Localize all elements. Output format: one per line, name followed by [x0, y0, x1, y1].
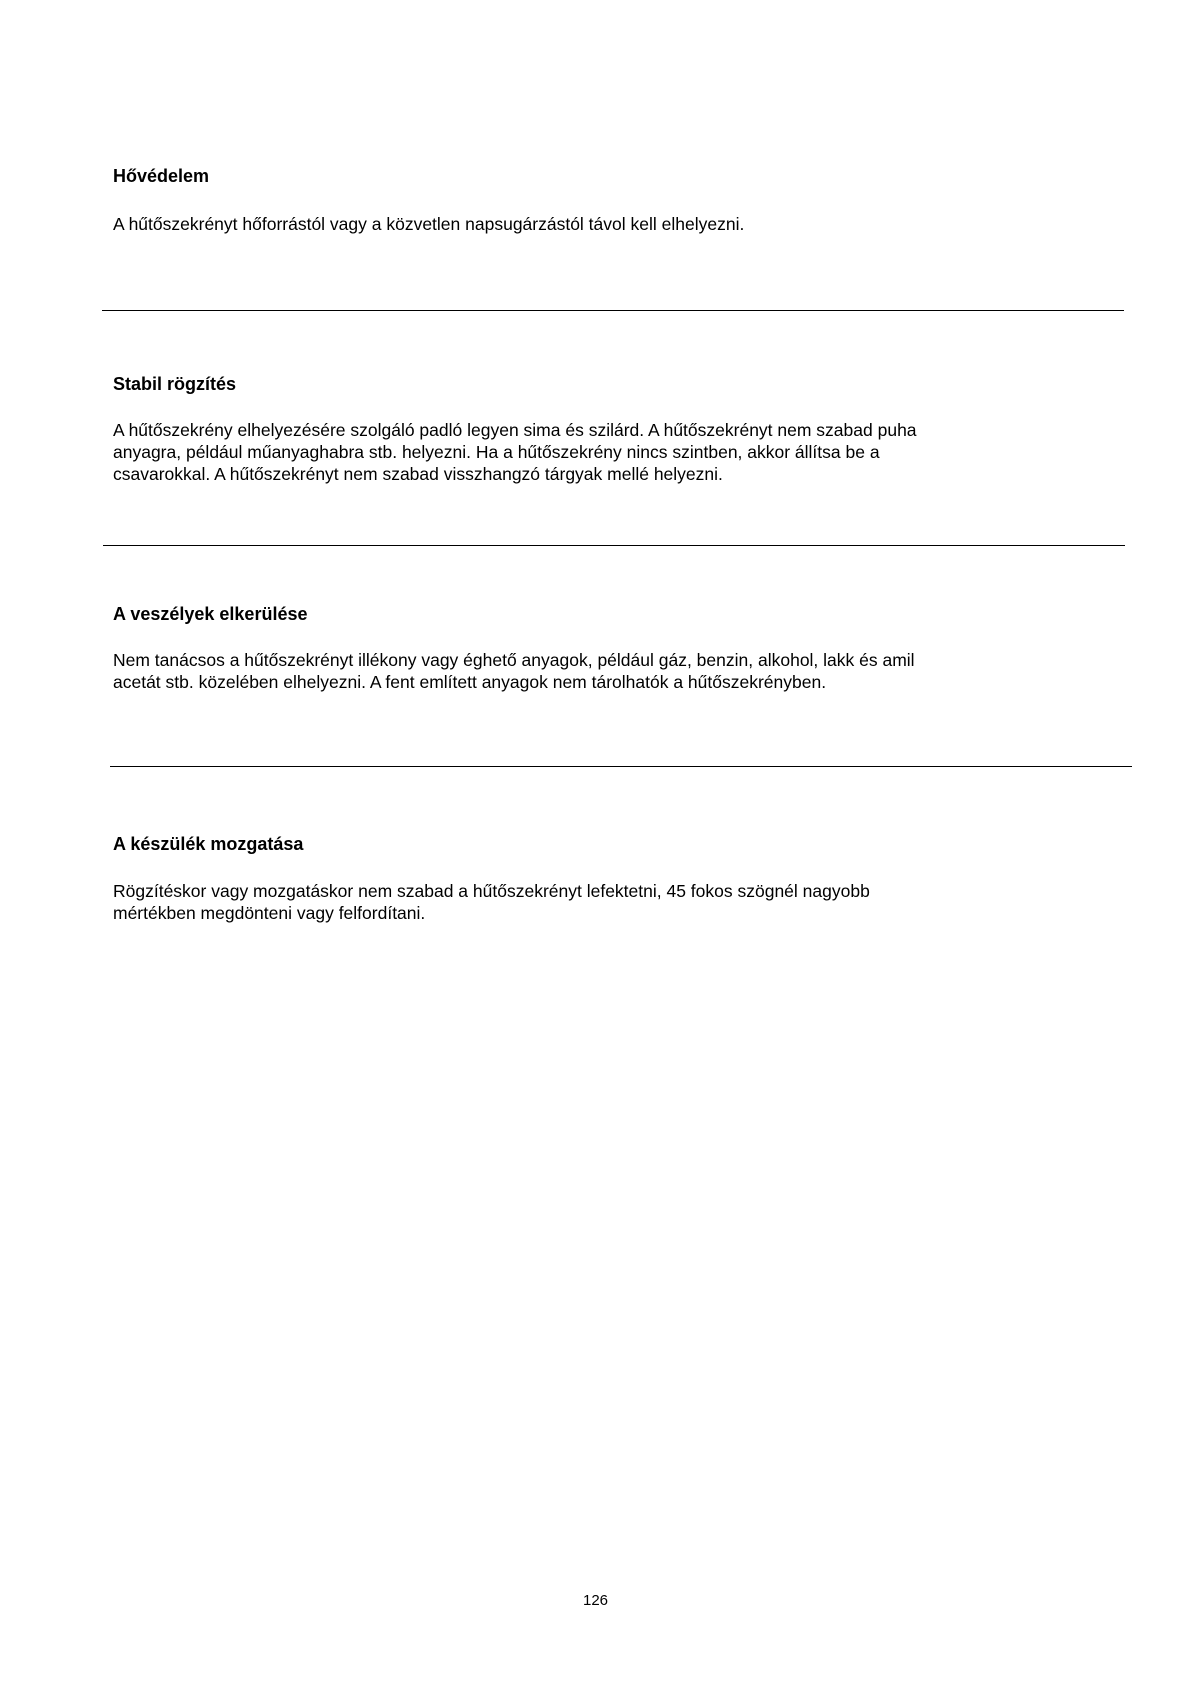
- section-body-moving-appliance: [113, 880, 1073, 924]
- section-body-stable-mounting: [113, 419, 1073, 485]
- section-heading-heat-protection: Hővédelem: [113, 166, 210, 186]
- section-body-hazard-avoidance: [113, 649, 1073, 693]
- section-heading-moving-appliance: A készülék mozgatása: [113, 834, 304, 854]
- body-line: Rögzítéskor vagy mozgatáskor nem szabad a hűtőszekrényt lefektetni, 45 fokos szögnél nagyobb: [113, 881, 870, 901]
- body-line: acetát stb. közelében elhelyezni. A fent említett anyagok nem tárolhatók a hűtőszekrényben.: [113, 672, 827, 692]
- section-divider: [102, 310, 1124, 311]
- body-line: A hűtőszekrényt hőforrástól vagy a közvetlen napsugárzástól távol kell elhelyezni.: [113, 214, 745, 234]
- section-body-heat-protection: [113, 213, 1073, 235]
- section-divider: [103, 545, 1125, 546]
- body-line: A hűtőszekrény elhelyezésére szolgáló padló legyen sima és szilárd. A hűtőszekrényt nem szabad puha: [113, 420, 917, 440]
- page-number: 126: [582, 1592, 609, 1609]
- body-line: Nem tanácsos a hűtőszekrényt illékony vagy éghető anyagok, például gáz, benzin, alkohol, lakk és amil: [113, 650, 915, 670]
- body-line: anyagra, például műanyaghabra stb. helyezni. Ha a hűtőszekrény nincs szintben, akkor állítsa be a: [113, 442, 880, 462]
- section-heading-stable-mounting: Stabil rögzítés: [113, 374, 237, 394]
- body-line: csavarokkal. A hűtőszekrényt nem szabad visszhangzó tárgyak mellé helyezni.: [113, 464, 723, 484]
- section-divider: [110, 766, 1132, 767]
- body-line: mértékben megdönteni vagy felfordítani.: [113, 903, 426, 923]
- section-heading-hazard-avoidance: A veszélyek elkerülése: [113, 604, 308, 624]
